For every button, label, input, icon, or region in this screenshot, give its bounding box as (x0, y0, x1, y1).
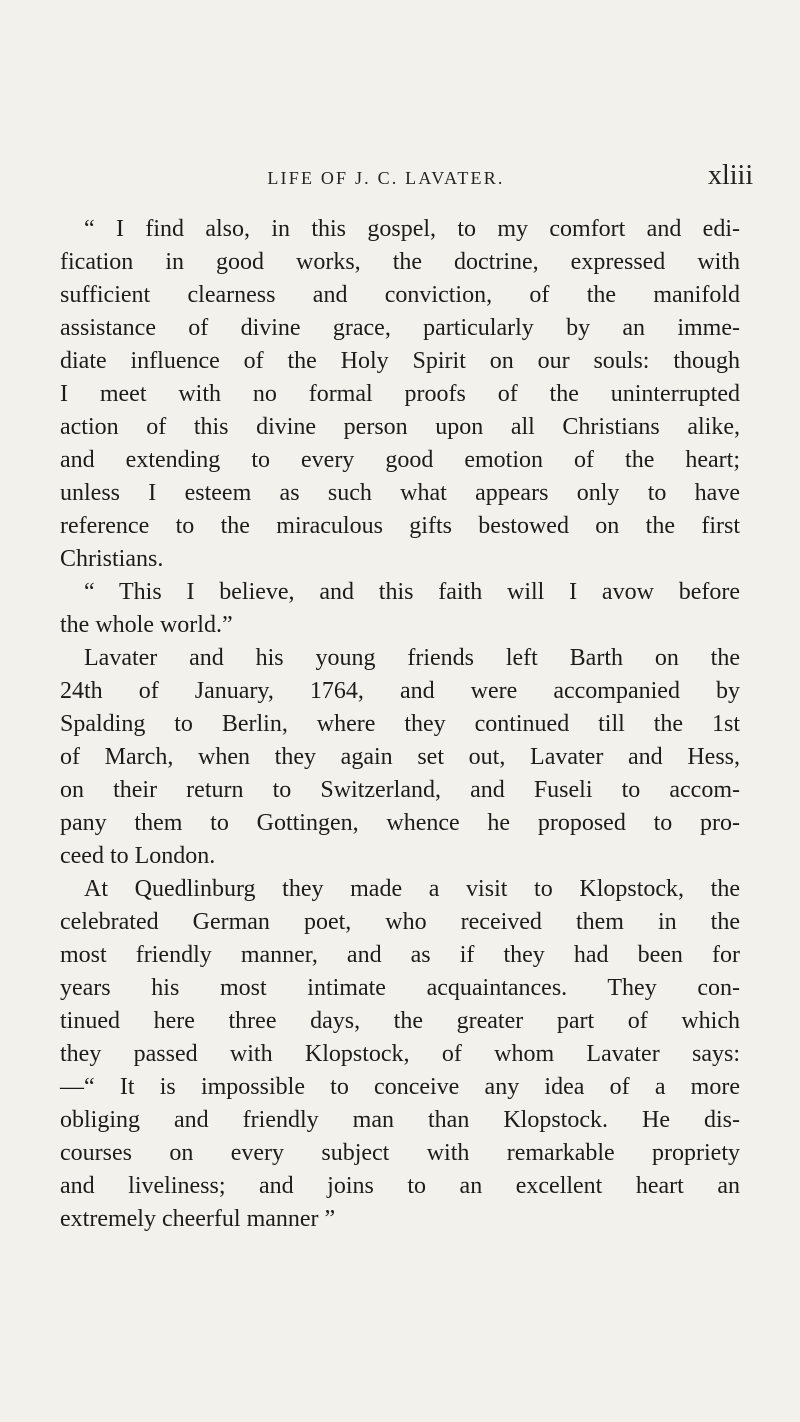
page-number: xliii (708, 160, 754, 191)
text-line: the whole world.” (60, 612, 233, 638)
text-line: ceed to London. (60, 843, 216, 869)
text-line: on their return to Switzerland, and Fuseli to accom- (60, 777, 740, 803)
running-head: LIFE OF J. C. LAVATER. (267, 168, 505, 188)
text-line: obliging and friendly man than Klopstock. He dis- (60, 1107, 740, 1133)
text-line: reference to the miraculous gifts bestowed on the first (60, 513, 740, 539)
text-line: courses on every subject with remarkable propriety (60, 1140, 740, 1166)
text-line: Lavater and his young friends left Barth on the (84, 645, 740, 671)
text-line: unless I esteem as such what appears only to have (60, 480, 740, 506)
text-line: most friendly manner, and as if they had been for (60, 942, 740, 968)
text-line: years his most intimate acquaintances. They con- (60, 975, 740, 1001)
text-line: and extending to every good emotion of the heart; (60, 447, 740, 473)
text-line: celebrated German poet, who received them in the (60, 909, 740, 935)
text-line: At Quedlinburg they made a visit to Klopstock, the (84, 876, 740, 902)
text-line: sufficient clearness and conviction, of the manifold (60, 282, 740, 308)
text-line: pany them to Gottingen, whence he proposed to pro- (60, 810, 740, 836)
text-line: assistance of divine grace, particularly by an imme- (60, 315, 740, 341)
text-line: tinued here three days, the greater part of which (60, 1008, 740, 1034)
text-line: they passed with Klopstock, of whom Lavater says: (60, 1041, 740, 1067)
text-line: —“ It is impossible to conceive any idea of a more (60, 1074, 740, 1100)
text-line: diate influence of the Holy Spirit on our souls: though (60, 348, 740, 374)
text-line: Spalding to Berlin, where they continued till the 1st (60, 711, 740, 737)
text-line: I meet with no formal proofs of the uninterrupted (60, 381, 740, 407)
text-line: “ This I believe, and this faith will I avow before (84, 579, 740, 605)
text-line: extremely cheerful manner ” (60, 1206, 336, 1232)
text-line: 24th of January, 1764, and were accompanied by (60, 678, 740, 704)
text-line: action of this divine person upon all Christians alike, (60, 414, 740, 440)
text-line: of March, when they again set out, Lavater and Hess, (60, 744, 740, 770)
text-line: fication in good works, the doctrine, expressed with (60, 249, 740, 275)
text-line: and liveliness; and joins to an excellent heart an (60, 1173, 740, 1199)
text-line: Christians. (60, 546, 164, 572)
text-line: “ I find also, in this gospel, to my comfort and edi- (84, 216, 740, 242)
